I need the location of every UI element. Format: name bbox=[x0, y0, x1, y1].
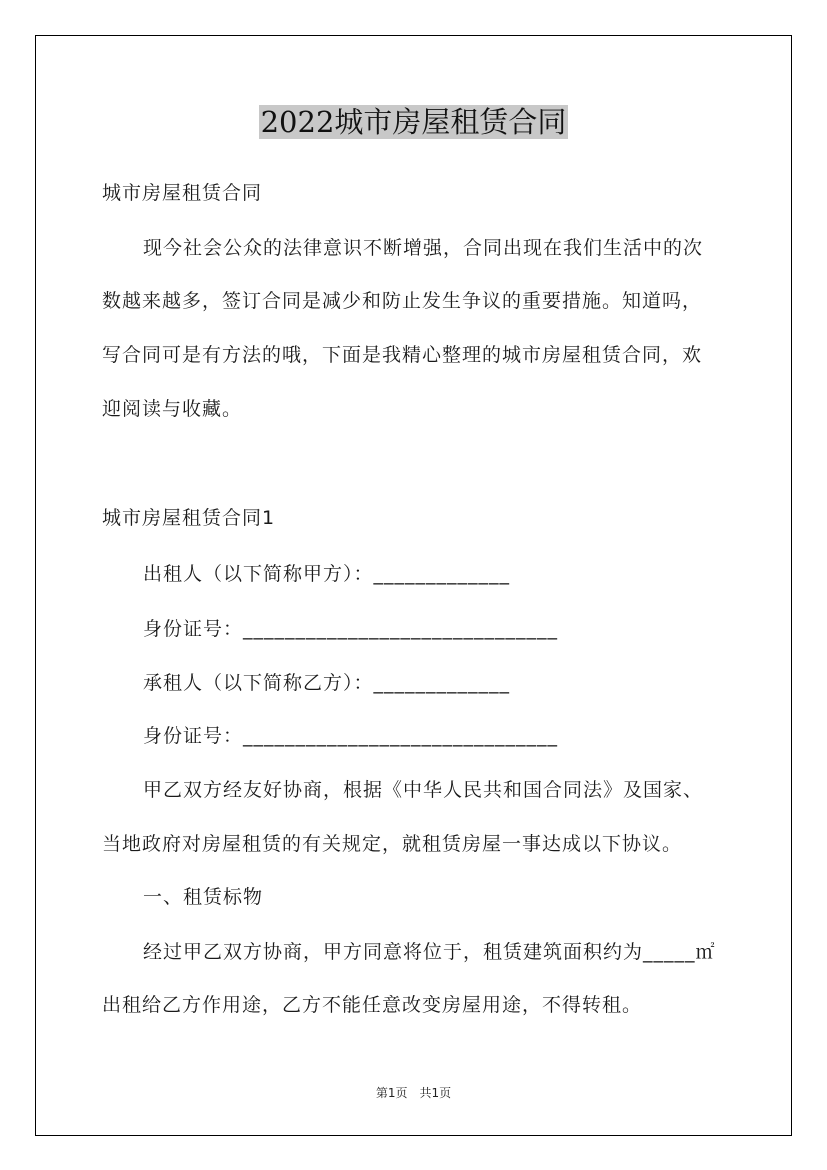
lessor-line: 出租人（以下简称甲方）：_____________ bbox=[143, 563, 511, 585]
lessee-id-line: 身份证号：______________________________ bbox=[143, 725, 559, 747]
intro-line-1: 现今社会公众的法律意识不断增强，合同出现在我们生活中的次 bbox=[143, 237, 704, 259]
lessor-id-line: 身份证号：______________________________ bbox=[143, 618, 559, 640]
agreement-line-1: 甲乙双方经友好协商，根据《中华人民共和国合同法》及国家、 bbox=[143, 779, 704, 801]
intro-line-4: 迎阅读与收藏。 bbox=[102, 398, 243, 420]
intro-line-2: 数越来越多，签订合同是减少和防止发生争议的重要措施。知道吗， bbox=[102, 290, 703, 312]
clause-heading: 一、租赁标物 bbox=[143, 886, 264, 908]
clause-line-1: 经过甲乙双方协商，甲方同意将位于，租赁建筑面积约为_____㎡ bbox=[143, 941, 716, 963]
page-footer: 第1页 共1页 bbox=[375, 1086, 452, 1100]
clause-line-2: 出租给乙方作用途，乙方不能任意改变房屋用途，不得转租。 bbox=[102, 994, 643, 1016]
lessee-line: 承租人（以下简称乙方）：_____________ bbox=[143, 672, 511, 694]
document-title: 2022城市房屋租赁合同 bbox=[260, 105, 567, 139]
intro-line-3: 写合同可是有方法的哦，下面是我精心整理的城市房屋租赁合同，欢 bbox=[102, 344, 703, 366]
section-heading: 城市房屋租赁合同 bbox=[102, 182, 263, 204]
agreement-line-2: 当地政府对房屋租赁的有关规定，就租赁房屋一事达成以下协议。 bbox=[102, 833, 683, 855]
contract-heading: 城市房屋租赁合同1 bbox=[102, 507, 276, 529]
